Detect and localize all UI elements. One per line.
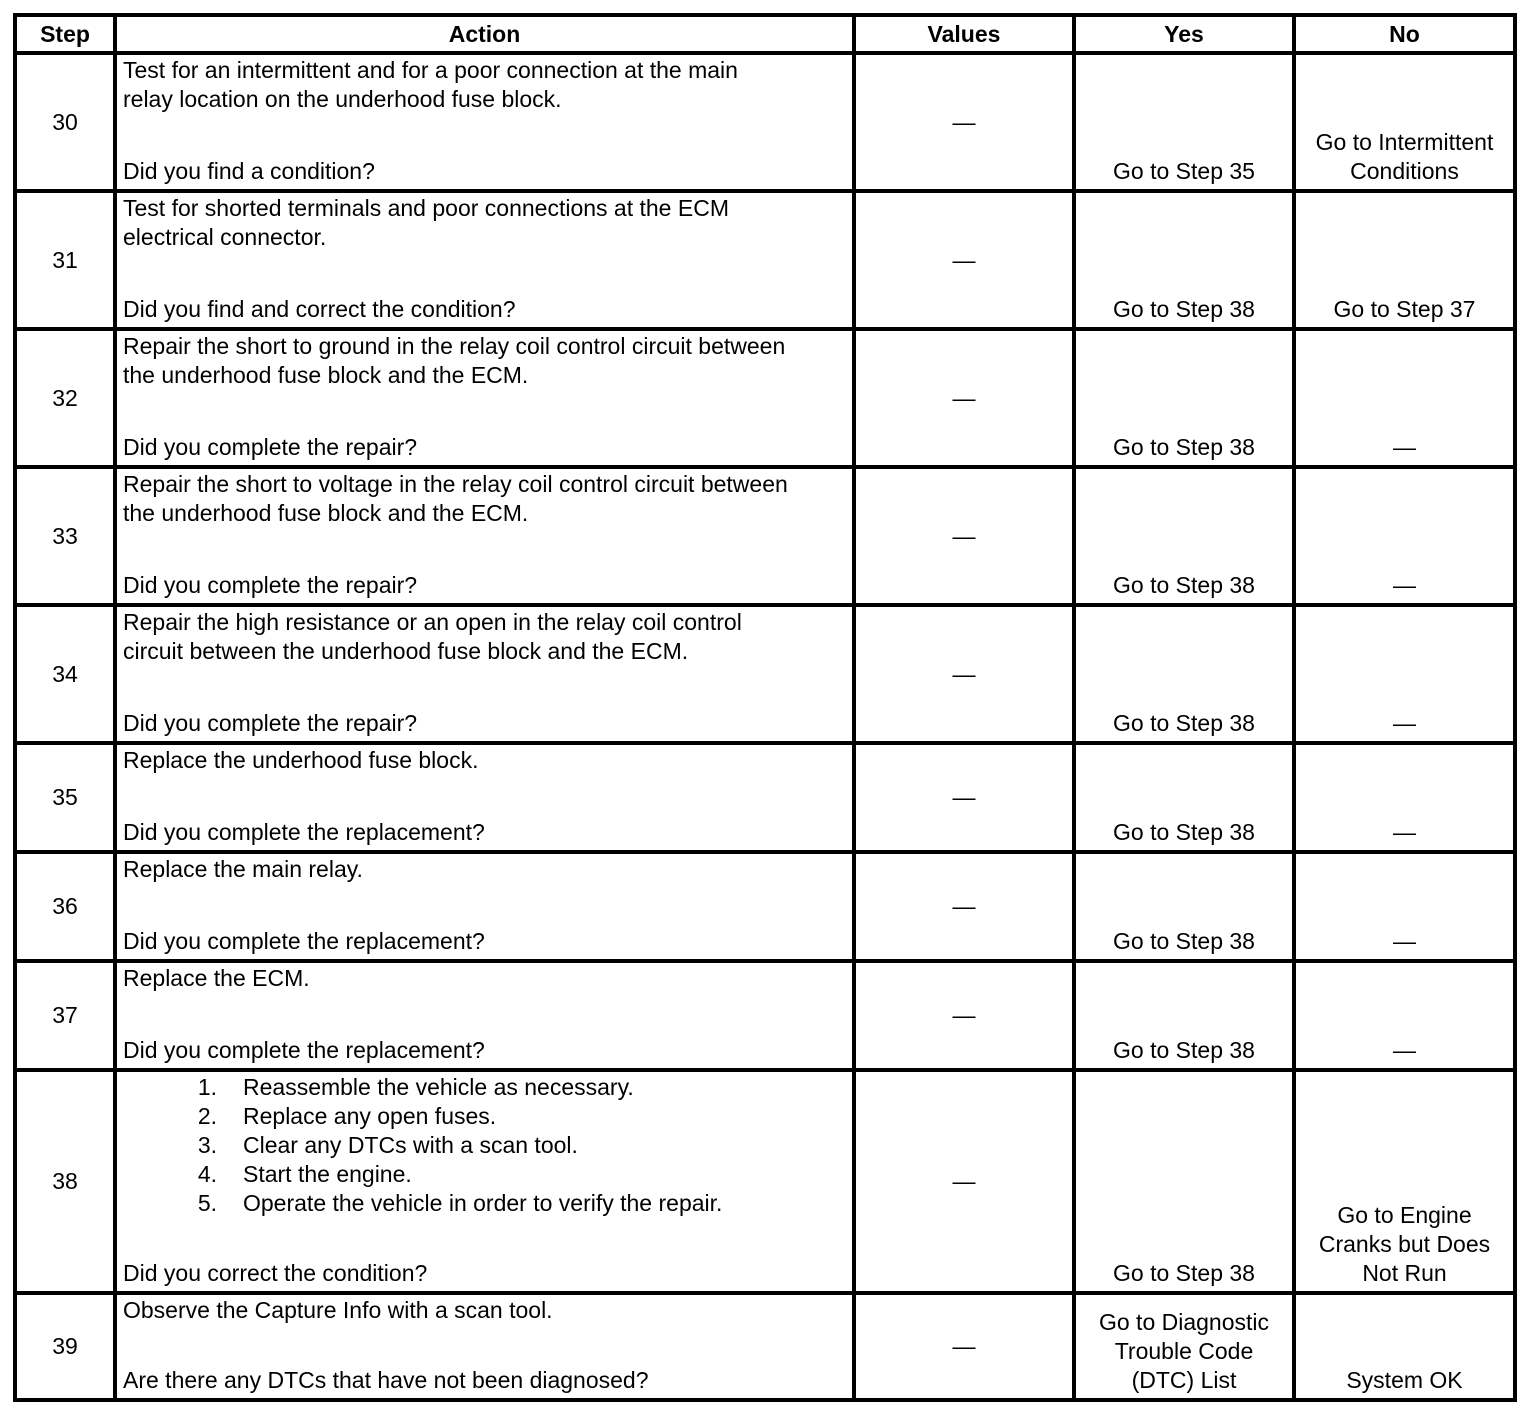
action-content (117, 55, 852, 189)
values-cell: — (854, 1293, 1074, 1400)
action-question: Did you complete the repair? (123, 572, 418, 598)
yes-outcome: Go to Diagnostic Trouble Code (DTC) List (1098, 1309, 1270, 1393)
action-question: Did you find and correct the condition? (123, 296, 516, 322)
yes-cell (1074, 53, 1294, 191)
action-content (117, 607, 852, 741)
values-cell: — (854, 191, 1074, 329)
action-text: Repair the high resistance or an open in the relay coil control circuit between the underhood fuse block and the ECM. (123, 609, 742, 664)
action-cell (115, 961, 854, 1070)
action-text: Replace the ECM. (123, 965, 310, 991)
values-cell: — (854, 467, 1074, 605)
no-cell (1294, 961, 1515, 1070)
action-content (117, 193, 852, 327)
action-cell (115, 743, 854, 852)
action-content (117, 469, 852, 603)
action-content (117, 331, 852, 465)
step-number: 37 (15, 961, 115, 1070)
table-row (15, 605, 1515, 743)
yes-cell (1074, 961, 1294, 1070)
action-question: Are there any DTCs that have not been diagnosed? (123, 1367, 649, 1393)
action-cell (115, 53, 854, 191)
no-cell (1294, 743, 1515, 852)
action-content (117, 963, 852, 1068)
yes-outcome: Go to Step 35 (1113, 158, 1255, 184)
action-step-item (123, 1073, 846, 1102)
action-cell (115, 467, 854, 605)
action-step-item (123, 1102, 846, 1131)
table-row (15, 1293, 1515, 1400)
action-step-number: 3. (197, 1132, 217, 1158)
yes-outcome: Go to Step 38 (1113, 1260, 1255, 1286)
table-row (15, 191, 1515, 329)
no-cell (1294, 191, 1515, 329)
action-text: Observe the Capture Info with a scan tool. (123, 1297, 553, 1323)
table-row (15, 961, 1515, 1070)
action-step-number: 2. (197, 1103, 217, 1129)
yes-outcome: Go to Step 38 (1113, 296, 1255, 322)
values-cell: — (854, 1070, 1074, 1293)
yes-cell (1074, 605, 1294, 743)
action-text: Repair the short to ground in the relay coil control circuit between the underhood fuse block and the ECM. (123, 333, 786, 388)
table-row (15, 467, 1515, 605)
action-question: Did you complete the replacement? (123, 1037, 485, 1063)
action-question: Did you complete the repair? (123, 710, 418, 736)
yes-outcome: Go to Step 38 (1113, 572, 1255, 598)
action-step-text: Reassemble the vehicle as necessary. (243, 1074, 634, 1100)
yes-outcome: Go to Step 38 (1113, 928, 1255, 954)
header-values: Values (854, 15, 1074, 53)
yes-cell (1074, 329, 1294, 467)
header-row (15, 15, 1515, 53)
yes-outcome: Go to Step 38 (1113, 434, 1255, 460)
yes-outcome: Go to Step 38 (1113, 819, 1255, 845)
table-row (15, 852, 1515, 961)
action-cell (115, 605, 854, 743)
no-outcome: System OK (1346, 1367, 1463, 1393)
no-cell (1294, 1070, 1515, 1293)
yes-cell (1074, 1293, 1294, 1400)
no-outcome: — (1393, 434, 1416, 460)
action-question: Did you complete the replacement? (123, 928, 485, 954)
action-text: Replace the underhood fuse block. (123, 747, 479, 773)
yes-cell (1074, 191, 1294, 329)
no-outcome: Go to Engine Cranks but Does Not Run (1318, 1202, 1491, 1286)
action-question: Did you correct the condition? (123, 1260, 428, 1286)
no-outcome: — (1393, 928, 1416, 954)
step-number: 31 (15, 191, 115, 329)
action-content (117, 854, 852, 959)
action-cell (115, 329, 854, 467)
header-action: Action (115, 15, 854, 53)
no-outcome: Go to Step 37 (1333, 296, 1476, 322)
no-cell (1294, 53, 1515, 191)
action-cell (115, 852, 854, 961)
action-step-text: Replace any open fuses. (243, 1103, 497, 1129)
values-cell: — (854, 53, 1074, 191)
values-cell: — (854, 961, 1074, 1070)
table-row (15, 53, 1515, 191)
action-step-number: 4. (197, 1161, 217, 1187)
yes-cell (1074, 852, 1294, 961)
action-question: Did you find a condition? (123, 158, 375, 184)
action-text: Repair the short to voltage in the relay coil control circuit between the underhood fuse block and the ECM. (123, 471, 788, 526)
action-text: Test for shorted terminals and poor connections at the ECM electrical connector. (123, 195, 729, 250)
step-number: 32 (15, 329, 115, 467)
no-cell (1294, 852, 1515, 961)
step-number: 30 (15, 53, 115, 191)
no-cell (1294, 329, 1515, 467)
no-outcome: — (1393, 819, 1416, 845)
step-number: 33 (15, 467, 115, 605)
values-cell: — (854, 329, 1074, 467)
action-step-text: Operate the vehicle in order to verify the repair. (243, 1190, 723, 1216)
step-number: 38 (15, 1070, 115, 1293)
action-content (117, 1295, 852, 1398)
action-step-list (123, 1073, 846, 1218)
no-outcome: — (1393, 572, 1416, 598)
diagnostic-table (13, 13, 1517, 1402)
step-number: 39 (15, 1293, 115, 1400)
yes-cell (1074, 467, 1294, 605)
yes-cell (1074, 743, 1294, 852)
step-number: 34 (15, 605, 115, 743)
no-cell (1294, 1293, 1515, 1400)
values-cell: — (854, 743, 1074, 852)
action-cell (115, 191, 854, 329)
action-step-text: Clear any DTCs with a scan tool. (243, 1132, 578, 1158)
action-step-item (123, 1189, 846, 1218)
table-row (15, 743, 1515, 852)
no-outcome: — (1393, 710, 1416, 736)
diagnostic-table-container (13, 13, 1517, 1402)
header-yes: Yes (1074, 15, 1294, 53)
no-outcome: Go to Intermittent Conditions (1315, 129, 1494, 184)
action-content (117, 1072, 852, 1291)
yes-outcome: Go to Step 38 (1113, 1037, 1255, 1063)
values-cell: — (854, 605, 1074, 743)
header-step: Step (15, 15, 115, 53)
action-step-text: Start the engine. (243, 1161, 412, 1187)
no-cell (1294, 467, 1515, 605)
action-step-number: 5. (197, 1190, 217, 1216)
action-text: Test for an intermittent and for a poor connection at the main relay location on the underhood fuse block. (123, 57, 738, 112)
table-row (15, 1070, 1515, 1293)
action-text: Replace the main relay. (123, 856, 363, 882)
header-no: No (1294, 15, 1515, 53)
action-step-item (123, 1131, 846, 1160)
action-cell (115, 1293, 854, 1400)
action-question: Did you complete the replacement? (123, 819, 485, 845)
action-question: Did you complete the repair? (123, 434, 418, 460)
step-number: 35 (15, 743, 115, 852)
yes-outcome: Go to Step 38 (1113, 710, 1255, 736)
action-step-number: 1. (197, 1074, 217, 1100)
action-step-item (123, 1160, 846, 1189)
table-body (15, 53, 1515, 1400)
values-cell: — (854, 852, 1074, 961)
action-content (117, 745, 852, 850)
table-row (15, 329, 1515, 467)
no-outcome: — (1393, 1037, 1416, 1063)
step-number: 36 (15, 852, 115, 961)
yes-cell (1074, 1070, 1294, 1293)
action-cell (115, 1070, 854, 1293)
no-cell (1294, 605, 1515, 743)
